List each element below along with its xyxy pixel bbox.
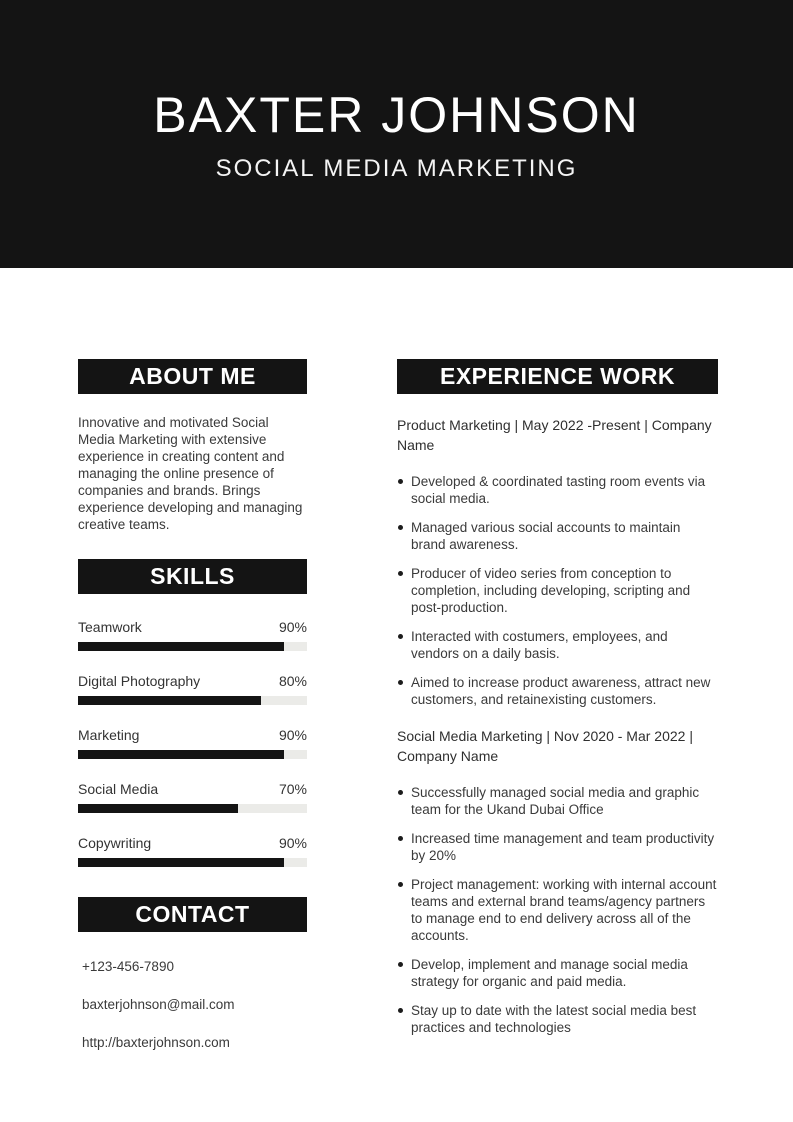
contact-section [78,897,307,1050]
right-column [397,359,718,1073]
left-column [78,359,307,1073]
skill-bar-track [78,642,307,651]
skill-bar-track [78,696,307,705]
job-entry [397,415,718,708]
skill-bar-fill [78,696,261,705]
job-bullet-list [397,473,718,708]
job-bullet: Project management: working with internal account teams and external brand teams/agency partners to manage end to end delivery across all of the accounts. [397,876,718,944]
skill-list [78,619,307,867]
skill-percent: 80% [278,673,307,689]
skill-row [78,673,307,705]
skill-row [78,781,307,813]
website-url: http://baxterjohnson.com [82,1035,230,1050]
contact-heading: CONTACT [78,897,307,932]
skill-percent: 90% [278,727,307,743]
about-section [78,359,307,533]
skill-bar-track [78,804,307,813]
experience-section [397,359,718,1036]
about-heading: ABOUT ME [78,359,307,394]
skill-percent: 90% [278,835,307,851]
skill-bar-track [78,858,307,867]
job-bullet: Increased time management and team productivity by 20% [397,830,718,864]
job-bullet: Successfully managed social media and graphic team for the Ukand Dubai Office [397,784,718,818]
job-bullet-list [397,784,718,1036]
skill-bar-track [78,750,307,759]
skill-bar-fill [78,642,284,651]
job-bullet: Develop, implement and manage social media strategy for organic and paid media. [397,956,718,990]
skill-percent: 90% [278,619,307,635]
body-columns [0,268,793,1073]
skill-row [78,619,307,651]
skill-row [78,835,307,867]
person-job-title: SOCIAL MEDIA MARKETING [215,154,578,182]
job-bullet: Producer of video series from conception to completion, including developing, scripting and post-production. [397,565,718,616]
skill-percent: 70% [278,781,307,797]
email-address: baxterjohnson@mail.com [82,997,235,1012]
skill-bar-fill [78,750,284,759]
person-name: BAXTER JOHNSON [153,86,640,143]
skill-label: Copywriting [78,835,152,851]
skill-bar-fill [78,858,284,867]
skills-section [78,559,307,867]
job-bullet: Developed & coordinated tasting room events via social media. [397,473,718,507]
job-bullet: Stay up to date with the latest social media best practices and technologies [397,1002,718,1036]
skill-label: Marketing [78,727,140,743]
skills-heading: SKILLS [78,559,307,594]
skill-row [78,727,307,759]
skill-label: Teamwork [78,619,142,635]
job-bullet: Interacted with costumers, employees, and vendors on a daily basis. [397,628,718,662]
job-entry [397,726,718,1036]
contact-list [78,959,307,1050]
job-bullet: Aimed to increase product awareness, attract new customers, and retainexisting customers. [397,674,718,708]
skill-label: Digital Photography [78,673,201,689]
skill-label: Social Media [78,781,159,797]
about-text: Innovative and motivated Social Media Marketing with extensive experience in creating content and managing the online presence of companies and brands. Brings experience developing and managing creative teams. [78,415,303,532]
experience-heading: EXPERIENCE WORK [397,359,718,394]
job-title: Product Marketing | May 2022 -Present | Company Name [397,417,712,453]
phone-number: +123-456-7890 [82,959,174,974]
job-title: Social Media Marketing | Nov 2020 - Mar 2022 | Company Name [397,728,693,764]
header-banner [0,0,793,268]
job-bullet: Managed various social accounts to maintain brand awareness. [397,519,718,553]
skill-bar-fill [78,804,238,813]
